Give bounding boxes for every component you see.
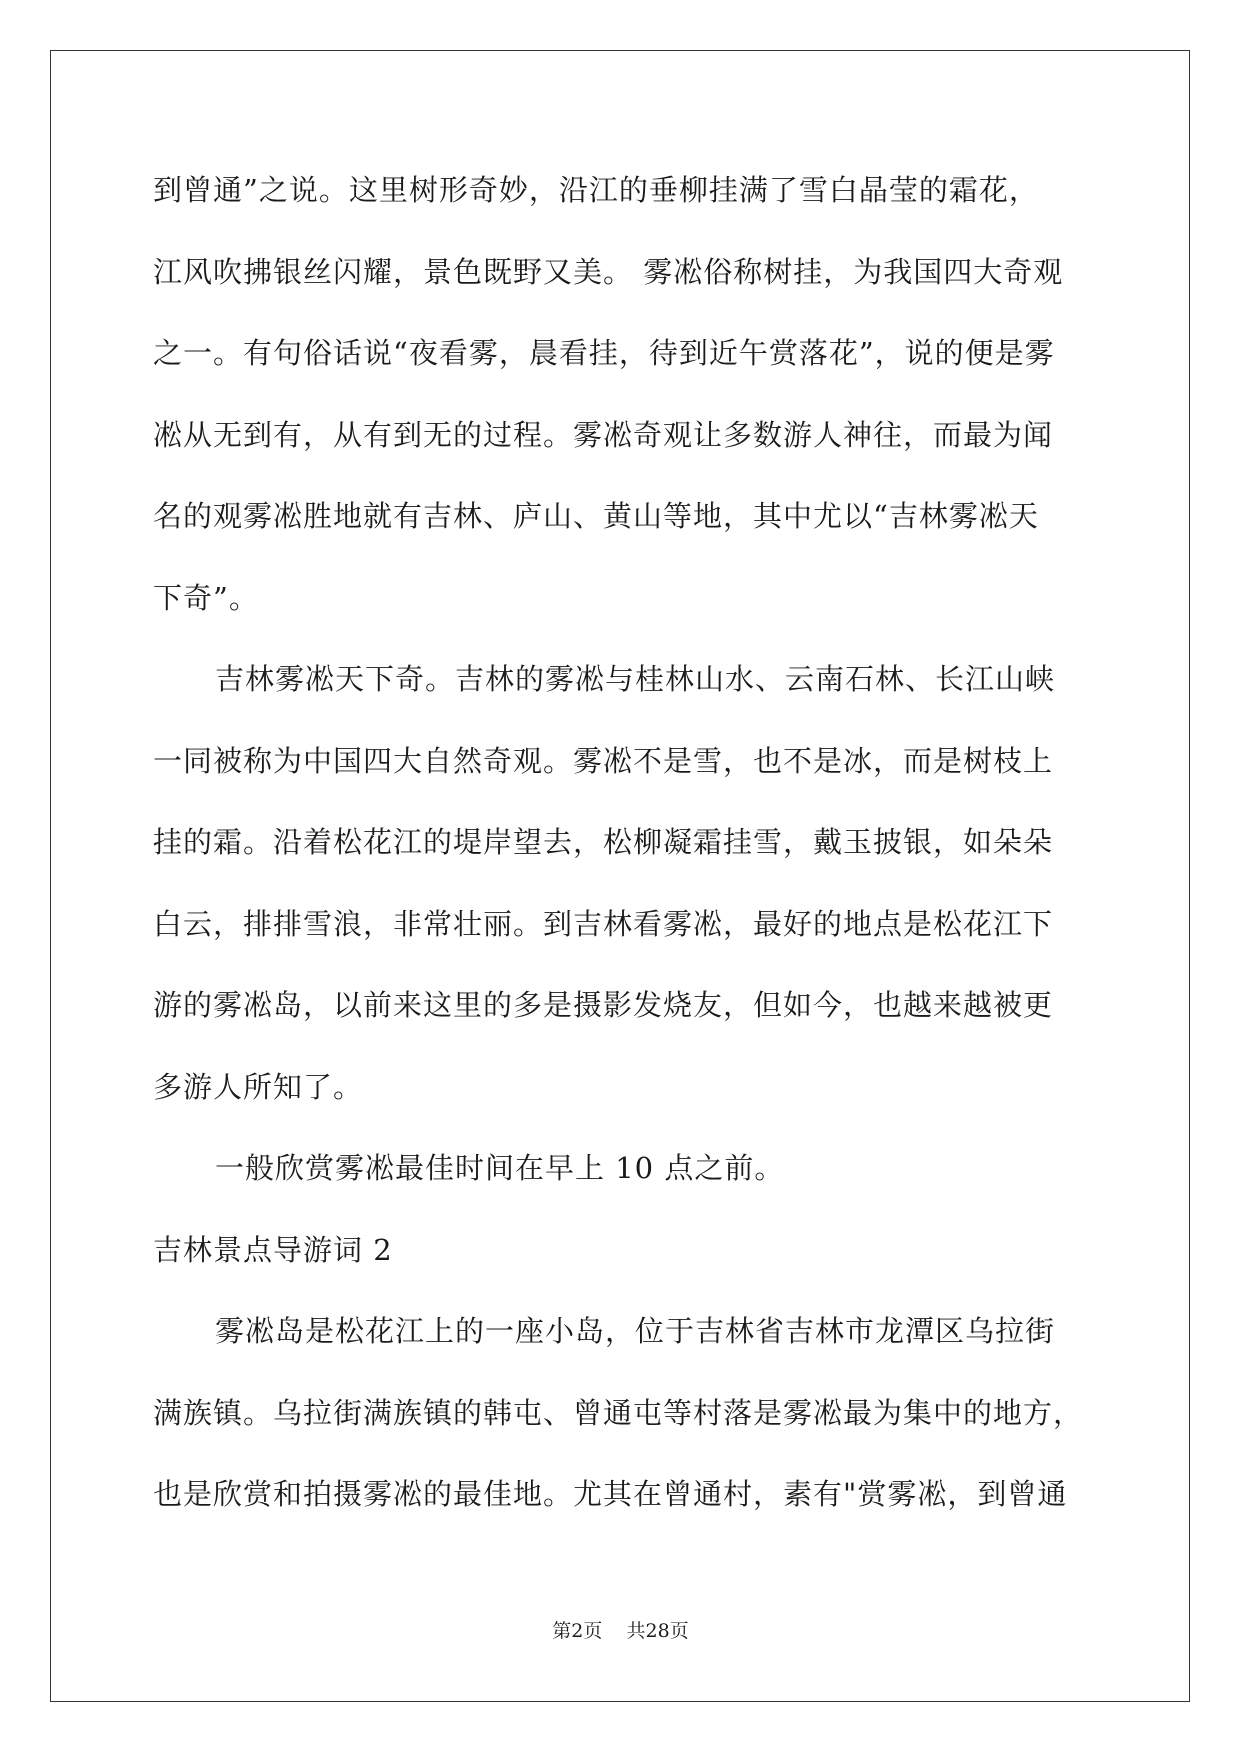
paragraph-first-line: 雾凇岛是松花江上的一座小岛，位于吉林省吉林市龙潭区乌拉街 (215, 1314, 1056, 1348)
paragraph-first-line: 一般欣赏雾凇最佳时间在早上 10 点之前。 (215, 1151, 785, 1185)
section-heading: 吉林景点导游词 2 (153, 1232, 393, 1267)
text-line: 之一。有句俗话说“夜看雾，晨看挂，待到近午赏落花”，说的便是雾 (153, 336, 1055, 370)
page-footer (0, 1616, 1241, 1643)
document-body (153, 165, 1093, 1551)
text-line: 也是欣赏和拍摄雾凇的最佳地。尤其在曾通村，素有"赏雾凇，到曾通 (153, 1477, 1068, 1511)
page-number: 第2页 (552, 1620, 603, 1642)
text-line: 游的雾凇岛，以前来这里的多是摄影发烧友，但如今，也越来越被更 (153, 988, 1054, 1022)
text-line: 到曾通”之说。这里树形奇妙，沿江的垂柳挂满了雪白晶莹的霜花， (153, 173, 1039, 207)
text-line: 凇从无到有，从有到无的过程。雾凇奇观让多数游人神往，而最为闻 (153, 417, 1054, 452)
paragraph-first-line: 吉林雾凇天下奇。吉林的雾凇与桂林山水、云南石林、长江山峡 (215, 662, 1056, 696)
text-line: 一同被称为中国四大自然奇观。雾凇不是雪，也不是冰，而是树枝上 (153, 743, 1054, 778)
text-line: 满族镇。乌拉街满族镇的韩屯、曾通屯等村落是雾凇最为集中的地方， (153, 1395, 1084, 1430)
text-line: 挂的霜。沿着松花江的堤岸望去，松柳凝霜挂雪，戴玉披银，如朵朵 (153, 825, 1054, 859)
text-line: 下奇”。 (153, 580, 259, 615)
total-pages: 共28页 (626, 1620, 689, 1642)
text-line: 白云，排排雪浪，非常壮丽。到吉林看雾凇，最好的地点是松花江下 (153, 906, 1054, 941)
text-line: 江风吹拂银丝闪耀，景色既野又美。 雾凇俗称树挂，为我国四大奇观 (153, 254, 1064, 289)
text-line: 名的观雾凇胜地就有吉林、庐山、黄山等地，其中尤以“吉林雾凇天 (153, 499, 1039, 533)
text-line: 多游人所知了。 (153, 1069, 364, 1104)
